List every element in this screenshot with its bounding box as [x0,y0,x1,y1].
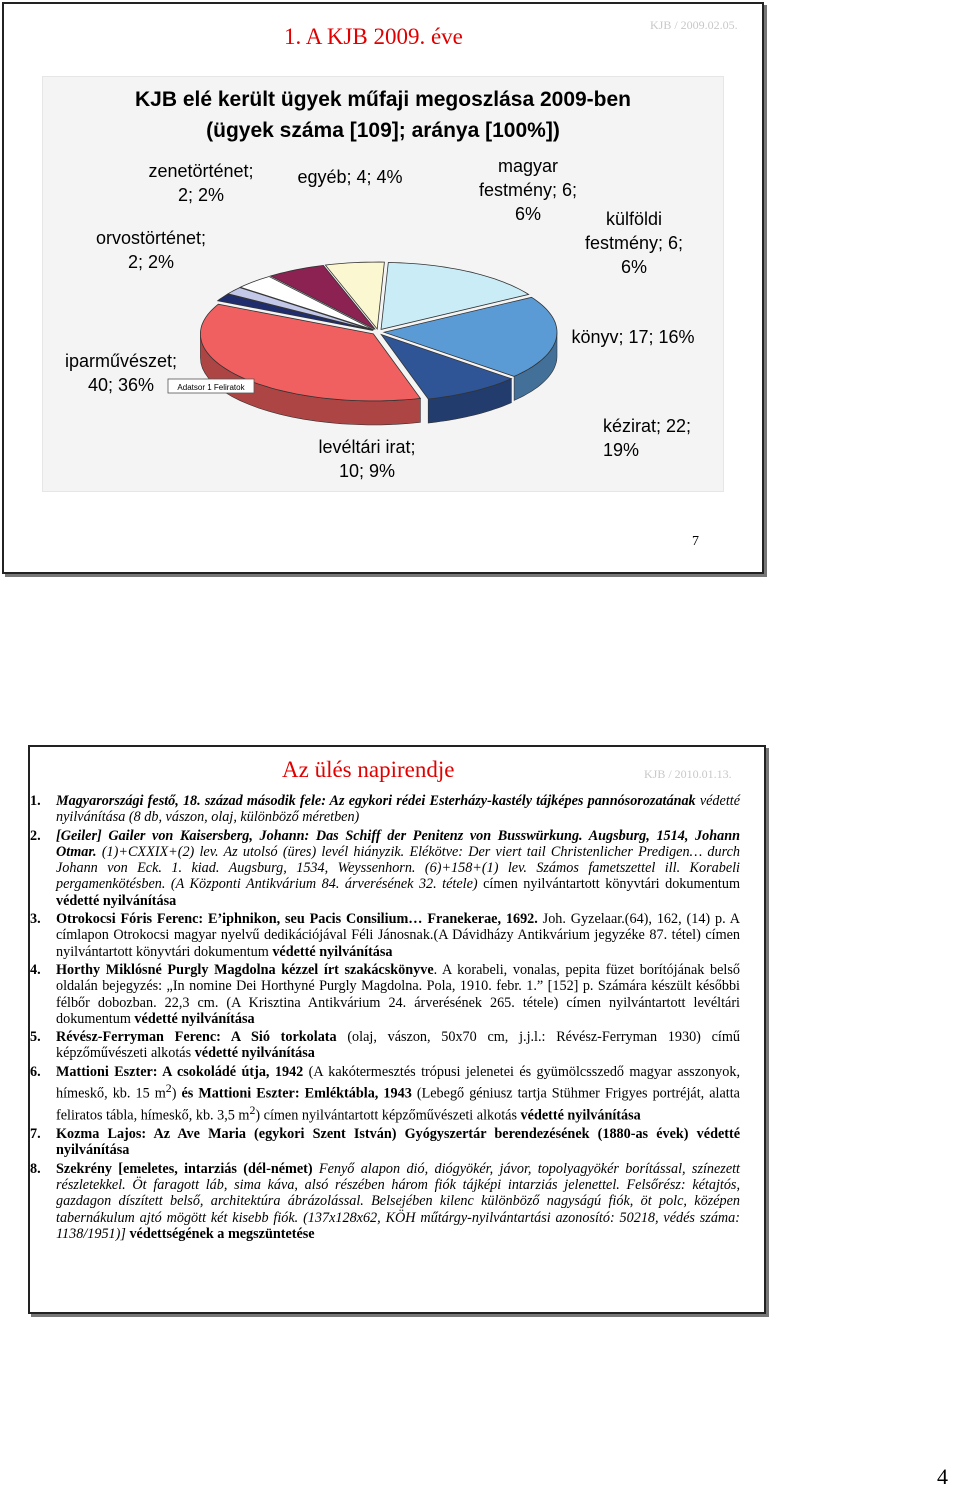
slice-label: 6% [514,204,542,224]
slide-2 [28,745,766,1314]
agenda-item [30,793,740,826]
agenda-item-number: 5. [30,1029,41,1046]
agenda-item-text: 2 [249,1103,256,1118]
agenda-item-text: védetté nyilvánítása [520,1107,641,1124]
slide-1 [2,2,764,574]
slice-label: külföldi [605,209,663,229]
agenda-item-text: . A korabeli, vonalas, pepita füzet borítójának belső oldalán bejegyzés: „In nomine Dei Horthyné Purgly Magdolna. Pola, 1910. febr. 1.” [152] p. Számára készült későbbi félbőr dobozban. 22,3 cm. (A Krisztina Antikvárium 24. árverésének 265. tétele) címen nyilvántartott levéltári dokumentum [56,961,740,1027]
agenda-item [30,962,740,1027]
slice-label: orvostörténet; [95,228,207,248]
agenda-item-text: védetté nyilvánítása [56,892,177,909]
agenda-item-number: 1. [30,793,41,809]
slice-label: kézirat; 22; [603,416,692,436]
agenda-item-text: Kozma Lajos: Az Ave Maria (egykori Szent István) Gyógyszertár berendezésének (1880-as évek) védetté nyilvánítása [56,1126,740,1159]
agenda-item [30,911,740,960]
pie-chart-svg [43,77,723,491]
agenda-item-text: Szekrény [emeletes, intarziás (dél-német) [56,1160,313,1177]
slice-label: 40; 36% [87,375,155,395]
agenda-item-text: Magyarországi festő, 18. század második fele: Az egykori rédei Esterházy-kastély tájképes pannósorozatának [56,793,700,809]
agenda-item-text: védetté nyilvánítása [272,943,393,960]
slide-title: 1. A KJB 2009. éve [284,24,463,49]
agenda-item-text: (8 db, vászon, olaj, különböző méretben) [125,809,360,826]
agenda-item-text: Révész-Ferryman Ferenc: A Sió torkolata [56,1029,337,1046]
agenda-item [30,1064,740,1124]
slide-number: 7 [692,534,699,549]
slice-label: zenetörténet; [148,161,254,181]
slice-label: egyéb; 4; 4% [297,167,403,187]
slice-label: magyar [497,156,559,176]
agenda-item [30,828,740,909]
slice-label: festmény; 6; [584,233,684,253]
agenda-item-text: Mattioni Eszter: A csokoládé útja, 1942 [56,1063,304,1080]
agenda-item [30,1029,740,1062]
agenda-item-text: (olaj, vászon, 50x70 cm, j.j.l.: Révész-Ferryman 1930) című képzőművészeti alkotás [56,1029,740,1062]
slice-label: 6% [620,257,648,277]
chart-subtitle: (ügyek száma [109]; aránya [100%]) [206,119,560,142]
page-number: 4 [937,1464,948,1489]
agenda-item [30,1126,740,1159]
slice-label: festmény; 6; [478,180,578,200]
agenda-list [30,793,740,1244]
slice-label: 19% [603,440,640,460]
agenda-item-text: Joh. Gyzelaar.(64), 162, (14) p. A címlapon Otrokocsi magyar nyelvű dedikációjával Féli Jánosnak.(A Dávidházy Antikvárium jegyzéke 87. tétel) címen nyilvántartott könyvtári dokumentum [56,911,741,960]
agenda-item-text: Otrokocsi Fóris Ferenc: E’iphnikon, seu Pacis Consilium… Franekerae, 1692. [56,911,538,928]
slice-label: levéltári irat; [318,437,416,457]
agenda-item-text: védetté nyilvánítása [56,793,740,826]
agenda-item [30,1161,740,1242]
agenda-item-text: és Mattioni Eszter: Emléktábla, 1943 [181,1085,412,1102]
agenda-item-text: Fenyő alapon dió, diógyökér, jávor, topolyagyökér borítással, színezett részletekkel. Öt faragott láb, sima káva, alsó részében három fiók tájképi intarziás jelenettel. Felsőrész: kétajtós, gazdagon díszített belső, architektúra ábrázolással. Belsejében kilenc különböző nagyságú fiók, öt polc, középen tabernákulum ajtó mögött két kisebb fiók. (137x128x62, KÖH műtárgy-nyilvántartási azonosító: 50218, védés száma: 1138/1951)] [56,1160,740,1242]
agenda-item-number: 3. [30,911,41,928]
slide-title: Az ülés napirendje [282,757,455,782]
slice-label: 2; 2% [127,252,175,272]
data-labels-tag-text: Adatsor 1 Feliratok [177,383,245,392]
slide-date: KJB / 2009.02.05. [650,18,738,32]
agenda-item-text: (A kakótermesztés trópusi jelenetei és gyümölcsszedő magyar asszonyok, hímeskő, kb. 15 m [56,1063,741,1102]
slice-label: könyv; 17; 16% [571,327,695,347]
slice-label: iparművészet; [64,351,178,371]
agenda-item-text: címen nyilvántartott könyvtári dokumentum [483,876,740,893]
agenda-item-text: védettségének a megszüntetése [129,1225,315,1242]
agenda-item-number: 2. [30,827,41,844]
agenda-item-text: Horthy Miklósné Purgly Magdolna kézzel írt szakácskönyve [56,961,434,978]
agenda-item-text: 2 [165,1081,172,1096]
agenda-item-text: (1)+CXXIX+(2) lev. Az utolsó (üres) levél hiányzik. Elékötve: Der viert tail Christenlicher Predigen… durch Johann von Eck. 1. kiad. Augsburg, 1534, Weyssenhorn. (6)+158+(1) lev. Számos fametszettel ill. Korabeli pergamenkötésben. (A Központi Antikvárium 84. árverésének 32. tétele) [56,843,740,893]
pie-chart [42,76,724,492]
agenda-item-text: ) [171,1085,182,1102]
agenda-item-text: ) címen nyilvántartott képzőművészeti alkotás [255,1107,521,1124]
agenda-item-text: [Geiler] Gailer von Kaisersberg, Johann: Das Schiff der Penitenz von Busswürkung. Augsburg, 1514, Johann Otmar. [56,827,740,860]
slice-label: 2; 2% [177,185,225,205]
slide-date: KJB / 2010.01.13. [644,767,732,781]
chart-title: KJB elé került ügyek műfaji megoszlása 2009-ben [134,88,632,111]
agenda-item-text: védetté nyilvánítása [194,1045,315,1062]
agenda-item-text: védetté nyilvánítása [134,1010,255,1027]
agenda-item-number: 6. [30,1063,41,1080]
agenda-item-number: 8. [30,1160,41,1177]
agenda-item-number: 4. [30,961,41,978]
agenda-item-number: 7. [30,1126,41,1143]
data-labels-tag [168,379,254,393]
slice-label: 10; 9% [338,461,396,481]
agenda-item-text: (Lebegő géniusz tartja Stühmer Frigyes portréját, alatta feliratos tábla, hímeskő, kb. 3,5 m [56,1085,740,1124]
